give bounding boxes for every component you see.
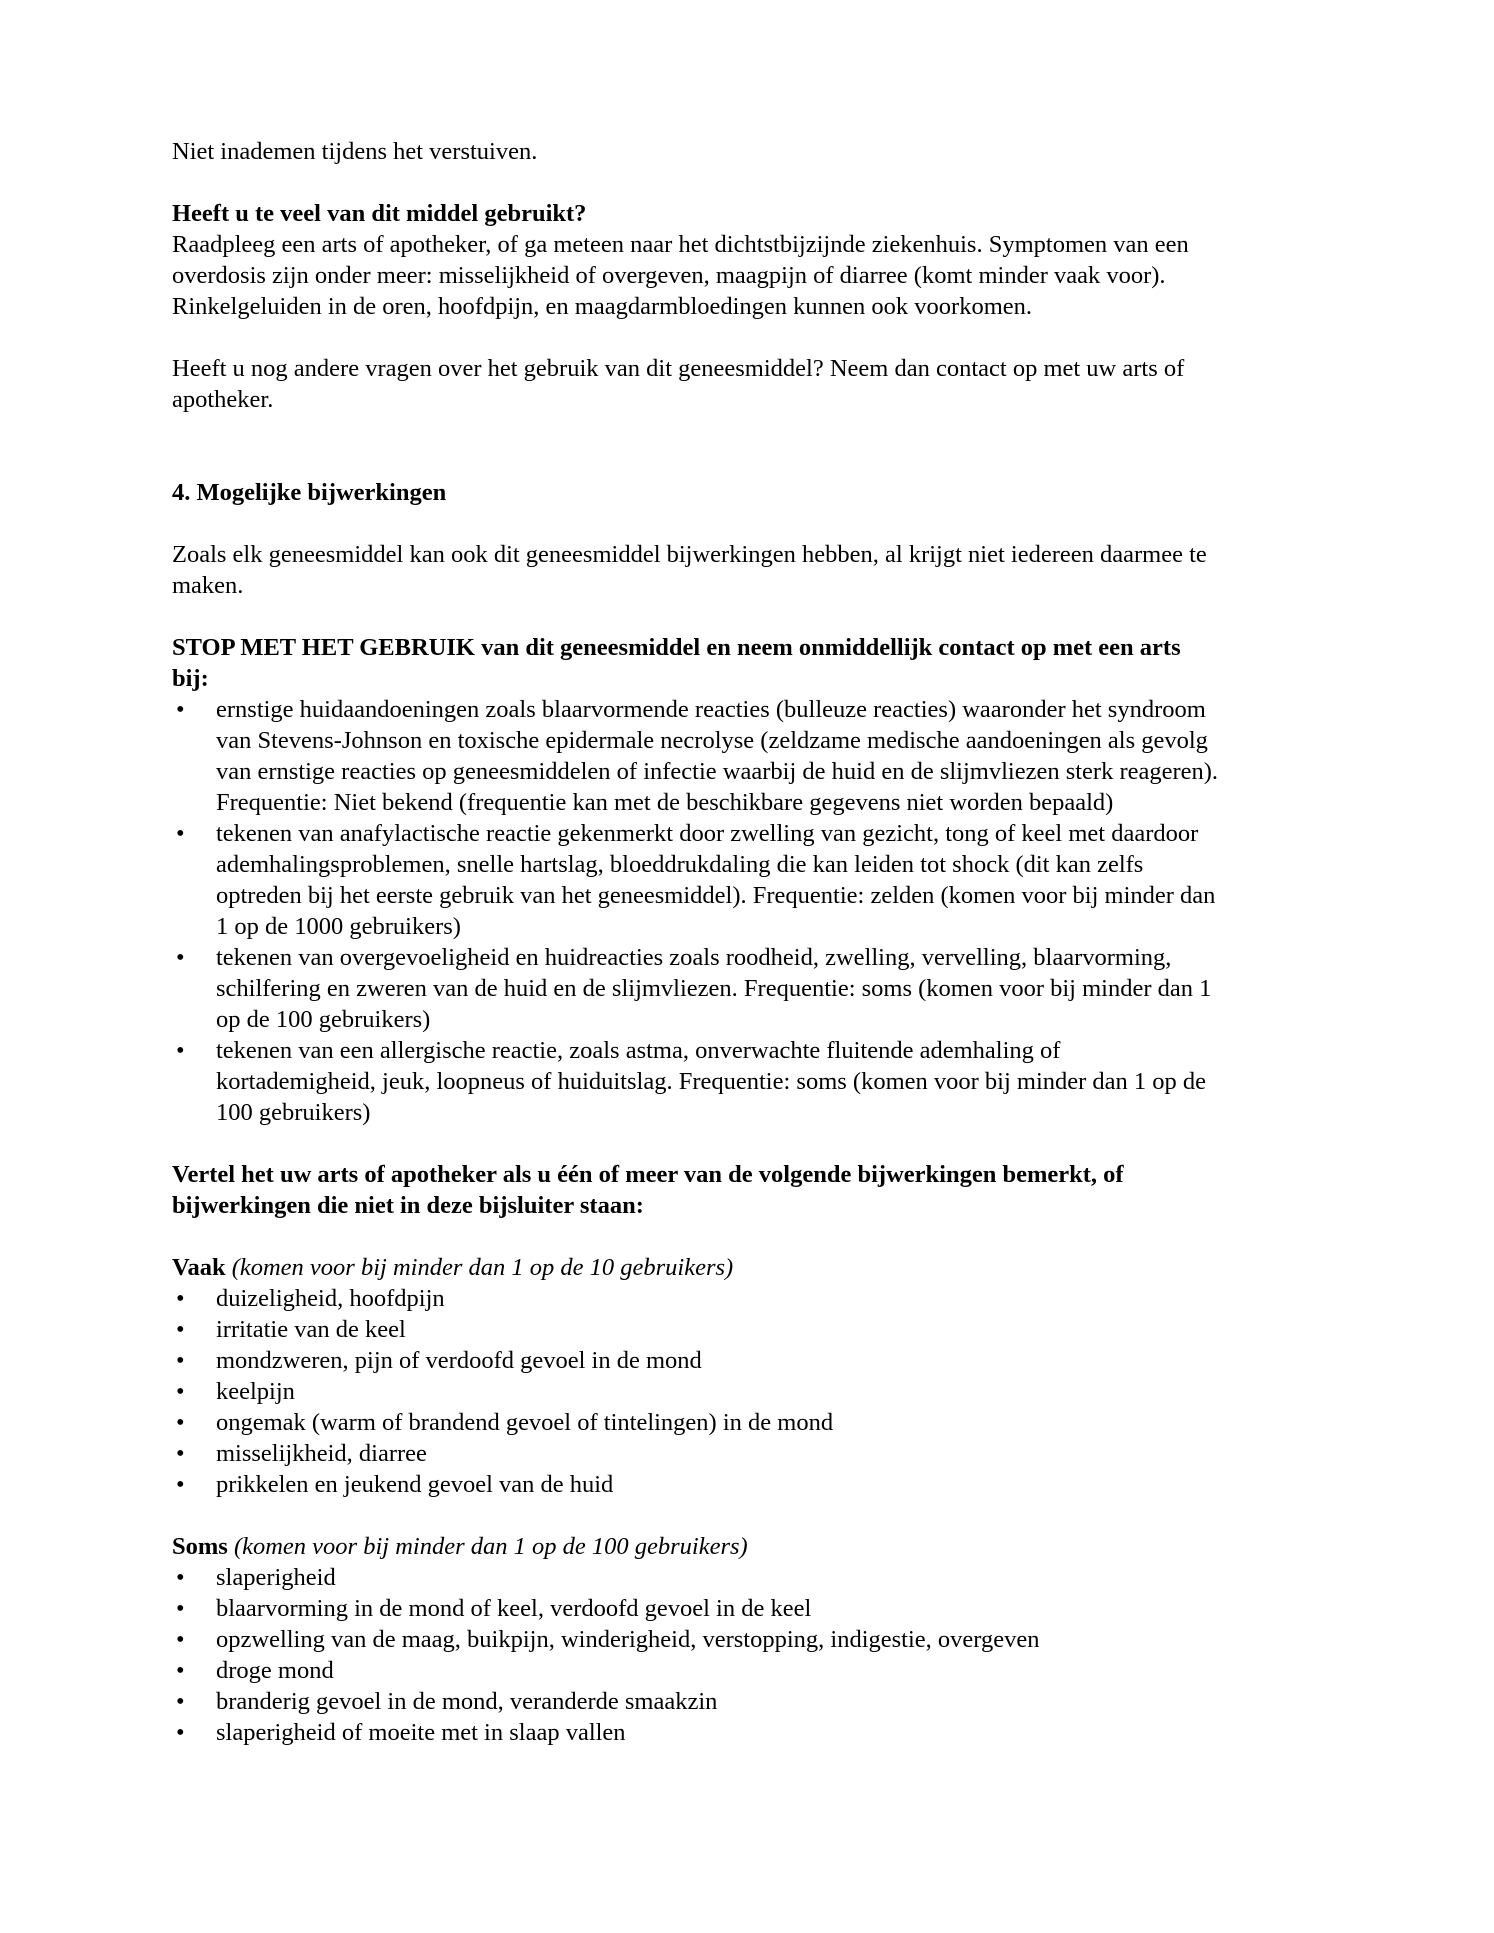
overdose-heading: Heeft u te veel van dit middel gebruikt? xyxy=(172,200,587,227)
section-heading: 4. Mogelijke bijwerkingen xyxy=(172,479,447,506)
list-item xyxy=(172,1407,1332,1438)
list-item-line: 1 op de 1000 gebruikers) xyxy=(216,913,461,940)
bullet-icon: • xyxy=(176,1409,185,1436)
list-item-text: prikkelen en jeukend gevoel van de huid xyxy=(216,1471,614,1498)
bullet-icon: • xyxy=(176,944,185,971)
tell-heading-line: bijwerkingen die niet in deze bijsluiter staan: xyxy=(172,1192,644,1219)
vaak-list xyxy=(172,1283,1332,1500)
list-item xyxy=(172,1283,1332,1314)
bullet-icon: • xyxy=(176,1440,185,1467)
overdose-paragraph xyxy=(172,229,1332,322)
list-item-text: misselijkheid, diarree xyxy=(216,1440,427,1467)
questions-line: apotheker. xyxy=(172,386,274,413)
list-item-text: droge mond xyxy=(216,1657,334,1684)
bullet-icon: • xyxy=(176,1378,185,1405)
vaak-label: Vaak xyxy=(172,1254,226,1281)
list-item-line: ernstige huidaandoeningen zoals blaarvormende reacties (bulleuze reacties) waaronder het syndroom xyxy=(216,696,1206,723)
list-item-text: mondzweren, pijn of verdoofd gevoel in de mond xyxy=(216,1347,702,1374)
section-intro xyxy=(172,539,1332,601)
list-item-line: ademhalingsproblemen, snelle hartslag, bloeddrukdaling die kan leiden tot shock (dit kan zelfs xyxy=(216,851,1144,878)
vaak-qualifier: (komen voor bij minder dan 1 op de 10 gebruikers) xyxy=(231,1254,734,1281)
list-item-text: ongemak (warm of brandend gevoel of tintelingen) in de mond xyxy=(216,1409,834,1436)
bullet-icon: • xyxy=(176,1037,185,1064)
tell-heading-line: Vertel het uw arts of apotheker als u één of meer van de volgende bijwerkingen bemerkt, of xyxy=(172,1161,1124,1188)
list-item xyxy=(172,1376,1332,1407)
section-intro-line: Zoals elk geneesmiddel kan ook dit geneesmiddel bijwerkingen hebben, al krijgt niet iedereen daarmee te xyxy=(172,541,1207,568)
list-item-line: Frequentie: Niet bekend (frequentie kan met de beschikbare gegevens niet worden bepaald) xyxy=(216,789,1114,816)
bullet-icon: • xyxy=(176,1719,185,1746)
list-item-line: tekenen van overgevoeligheid en huidreacties zoals roodheid, zwelling, vervelling, blaarvorming, xyxy=(216,944,1172,971)
bullet-icon: • xyxy=(176,1285,185,1312)
stop-heading xyxy=(172,632,1332,694)
list-item-line: van Stevens-Johnson en toxische epidermale necrolyse (zeldzame medische aandoeningen als gevolg xyxy=(216,727,1208,754)
bullet-icon: • xyxy=(176,820,185,847)
stop-list xyxy=(172,694,1332,1128)
list-item xyxy=(172,1593,1332,1624)
list-item-text: slaperigheid xyxy=(216,1564,336,1591)
bullet-icon: • xyxy=(176,1564,185,1591)
list-item-line: 100 gebruikers) xyxy=(216,1099,371,1126)
list-item-line: tekenen van anafylactische reactie gekenmerkt door zwelling van gezicht, tong of keel met daardoor xyxy=(216,820,1199,847)
list-item-text: irritatie van de keel xyxy=(216,1316,406,1343)
overdose-line: Rinkelgeluiden in de oren, hoofdpijn, en maagdarmbloedingen kunnen ook voorkomen. xyxy=(172,293,1033,320)
list-item xyxy=(172,818,1332,942)
list-item-line: van ernstige reacties op geneesmiddelen of infectie waarbij de huid en de slijmvliezen sterk reageren). xyxy=(216,758,1219,785)
bullet-icon: • xyxy=(176,1626,185,1653)
stop-heading-line: STOP MET HET GEBRUIK van dit geneesmiddel en neem onmiddellijk contact op met een arts xyxy=(172,634,1181,661)
list-item-text: duizeligheid, hoofdpijn xyxy=(216,1285,445,1312)
list-item xyxy=(172,1469,1332,1500)
list-item xyxy=(172,942,1332,1035)
list-item-line: optreden bij het eerste gebruik van het geneesmiddel). Frequentie: zelden (komen voor bij minder dan xyxy=(216,882,1216,909)
soms-list xyxy=(172,1562,1332,1748)
overdose-line: overdosis zijn onder meer: misselijkheid of overgeven, maagpijn of diarree (komt minder vaak voor). xyxy=(172,262,1166,289)
bullet-icon: • xyxy=(176,1657,185,1684)
soms-label: Soms xyxy=(172,1533,228,1560)
list-item xyxy=(172,1438,1332,1469)
soms-heading xyxy=(172,1531,1332,1562)
bullet-icon: • xyxy=(176,1595,185,1622)
intro-paragraph: Niet inademen tijdens het verstuiven. xyxy=(172,138,538,165)
list-item-line: schilfering en zweren van de huid en de slijmvliezen. Frequentie: soms (komen voor bij minder dan 1 xyxy=(216,975,1212,1002)
list-item-text: opzwelling van de maag, buikpijn, winderigheid, verstopping, indigestie, overgeven xyxy=(216,1626,1040,1653)
vaak-heading xyxy=(172,1252,1332,1283)
bullet-icon: • xyxy=(176,1347,185,1374)
document-page xyxy=(172,136,1332,1748)
questions-line: Heeft u nog andere vragen over het gebruik van dit geneesmiddel? Neem dan contact op met uw arts of xyxy=(172,355,1185,382)
list-item-line: tekenen van een allergische reactie, zoals astma, onverwachte fluitende ademhaling of xyxy=(216,1037,1061,1064)
list-item-line: kortademigheid, jeuk, loopneus of huiduitslag. Frequentie: soms (komen voor bij minder dan 1 op de xyxy=(216,1068,1207,1095)
list-item-line: op de 100 gebruikers) xyxy=(216,1006,431,1033)
list-item xyxy=(172,1562,1332,1593)
list-item xyxy=(172,1655,1332,1686)
overdose-line: Raadpleeg een arts of apotheker, of ga meteen naar het dichtstbijzijnde ziekenhuis. Symptomen van een xyxy=(172,231,1189,258)
list-item-text: branderig gevoel in de mond, veranderde smaakzin xyxy=(216,1688,718,1715)
section-intro-line: maken. xyxy=(172,572,244,599)
list-item xyxy=(172,1624,1332,1655)
list-item xyxy=(172,1686,1332,1717)
bullet-icon: • xyxy=(176,1688,185,1715)
list-item xyxy=(172,1314,1332,1345)
stop-heading-line: bij: xyxy=(172,665,209,692)
list-item xyxy=(172,1345,1332,1376)
soms-qualifier: (komen voor bij minder dan 1 op de 100 gebruikers) xyxy=(233,1533,748,1560)
questions-paragraph xyxy=(172,353,1332,415)
bullet-icon: • xyxy=(176,696,185,723)
tell-heading xyxy=(172,1159,1332,1221)
bullet-icon: • xyxy=(176,1471,185,1498)
list-item xyxy=(172,1035,1332,1128)
bullet-icon: • xyxy=(176,1316,185,1343)
list-item-text: keelpijn xyxy=(216,1378,295,1405)
list-item-text: slaperigheid of moeite met in slaap vallen xyxy=(216,1719,626,1746)
list-item-text: blaarvorming in de mond of keel, verdoofd gevoel in de keel xyxy=(216,1595,812,1622)
list-item xyxy=(172,694,1332,818)
list-item xyxy=(172,1717,1332,1748)
